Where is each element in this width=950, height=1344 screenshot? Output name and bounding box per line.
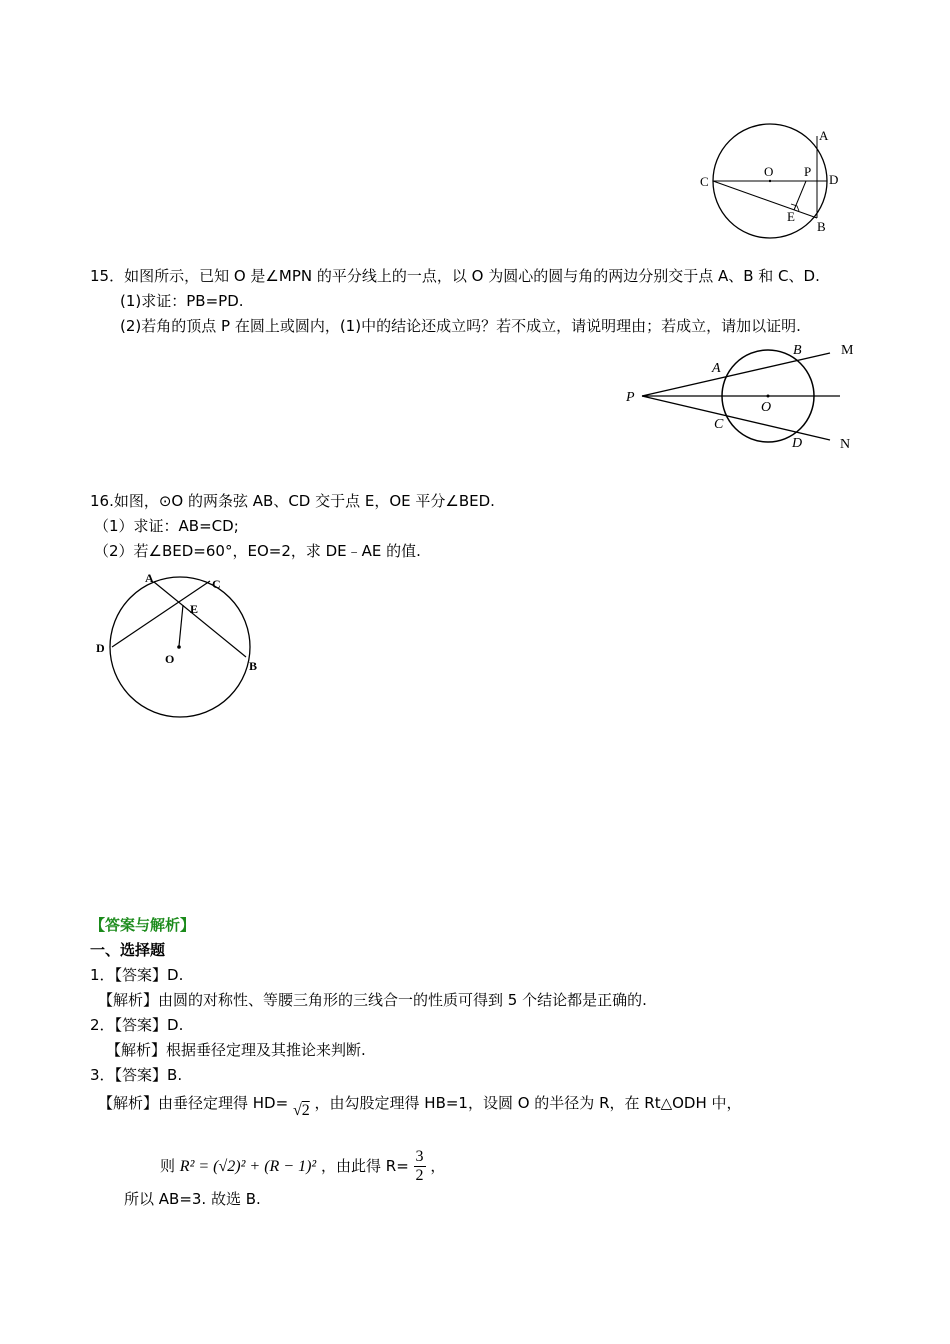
equation-mid: ，由此得 R= bbox=[321, 1157, 409, 1175]
analysis-1: 【解析】由圆的对称性、等腰三角形的三线合一的性质可得到 5 个结论都是正确的. bbox=[98, 991, 647, 1009]
fig14-line-cb bbox=[713, 181, 817, 218]
fig16-label-e: E bbox=[190, 602, 199, 616]
fig14-label-e: E bbox=[787, 209, 795, 224]
fig16-chord-ab bbox=[154, 582, 246, 657]
figure-q16-svg bbox=[90, 570, 270, 720]
fig15-label-o: O bbox=[761, 400, 772, 415]
q15-stem: 15．如图所示，已知 O 是∠MPN 的平分线上的一点，以 O 为圆心的圆与角的两边分别交于点 A、B 和 C、D. bbox=[90, 267, 820, 285]
fraction-denominator: 2 bbox=[415, 1167, 424, 1184]
q16-stem: 16.如图，⊙O 的两条弦 AB、CD 交于点 E，OE 平分∠BED. bbox=[90, 492, 495, 510]
fig16-center-dot bbox=[177, 645, 181, 649]
fig16-label-o: O bbox=[165, 652, 175, 666]
fig16-label-c: C bbox=[212, 577, 221, 591]
sqrt-radicand: 2 bbox=[301, 1102, 310, 1119]
fig14-label-c: C bbox=[700, 174, 709, 189]
figure-q16 bbox=[90, 570, 270, 720]
figure-q15 bbox=[622, 340, 862, 455]
fig14-label-o: O bbox=[764, 164, 774, 179]
equation-line bbox=[160, 1146, 445, 1187]
fig15-label-b: B bbox=[793, 343, 802, 358]
q16-part2: （2）若∠BED=60°，EO=2，求 DE﹣AE 的值. bbox=[94, 542, 421, 560]
equation-suffix: ， bbox=[430, 1157, 446, 1175]
answers-title: 【答案与解析】 bbox=[90, 916, 196, 934]
fig15-label-c: C bbox=[714, 417, 724, 432]
answer-1: 1．【答案】D. bbox=[90, 966, 184, 984]
fig15-label-d: D bbox=[792, 436, 803, 451]
fig14-label-b: B bbox=[817, 219, 826, 234]
answer-3: 3．【答案】B. bbox=[90, 1066, 183, 1084]
equation-prefix: 则 bbox=[160, 1157, 176, 1175]
fig14-center-dot bbox=[769, 180, 771, 182]
q15-part1: (1)求证：PB=PD. bbox=[120, 292, 244, 310]
figure-q14 bbox=[698, 120, 838, 245]
fig14-label-p: P bbox=[804, 164, 812, 179]
fig15-label-n: N bbox=[840, 437, 851, 452]
fig16-label-d: D bbox=[96, 641, 105, 655]
analysis-3-post: ，由勾股定理得 HB=1，设圆 O 的半径为 R，在 Rt△ODH 中， bbox=[314, 1094, 742, 1112]
analysis-3 bbox=[98, 1090, 742, 1117]
answer-2: 2．【答案】D. bbox=[90, 1016, 184, 1034]
fraction-numerator: 3 bbox=[415, 1148, 424, 1165]
fig15-ray-pm bbox=[642, 353, 830, 396]
fig15-center-dot bbox=[767, 395, 770, 398]
conclusion-line: 所以 AB=3. 故选 B. bbox=[124, 1190, 261, 1208]
fig16-label-a: A bbox=[145, 571, 154, 585]
figure-q15-svg bbox=[622, 340, 862, 455]
fraction-three-halves bbox=[414, 1148, 426, 1185]
q16-part1: （1）求证：AB=CD; bbox=[94, 517, 239, 535]
fig15-label-a: A bbox=[712, 361, 721, 376]
sqrt-expression: √2 bbox=[292, 1102, 310, 1119]
fig14-label-d: D bbox=[829, 172, 838, 187]
fig16-label-b: B bbox=[249, 659, 258, 673]
q15-part2: (2)若角的顶点 P 在圆上或圆内，(1)中的结论还成立吗？若不成立，请说明理由；若成立，请加以证明. bbox=[120, 317, 801, 335]
figure-q14-svg bbox=[698, 120, 838, 245]
fig15-label-m: M bbox=[841, 343, 854, 358]
analysis-2: 【解析】根据垂径定理及其推论来判断. bbox=[106, 1041, 366, 1059]
fig15-ray-pn bbox=[642, 396, 830, 440]
analysis-3-pre: 【解析】由垂径定理得 HD= bbox=[98, 1094, 289, 1112]
fig15-label-p: P bbox=[626, 390, 635, 405]
fig16-segment-eo bbox=[179, 605, 183, 646]
equation-body: R² = (√2)² + (R − 1)² bbox=[179, 1158, 317, 1175]
fig14-label-a: A bbox=[819, 128, 829, 143]
answers-section-title: 一、选择题 bbox=[90, 941, 166, 959]
